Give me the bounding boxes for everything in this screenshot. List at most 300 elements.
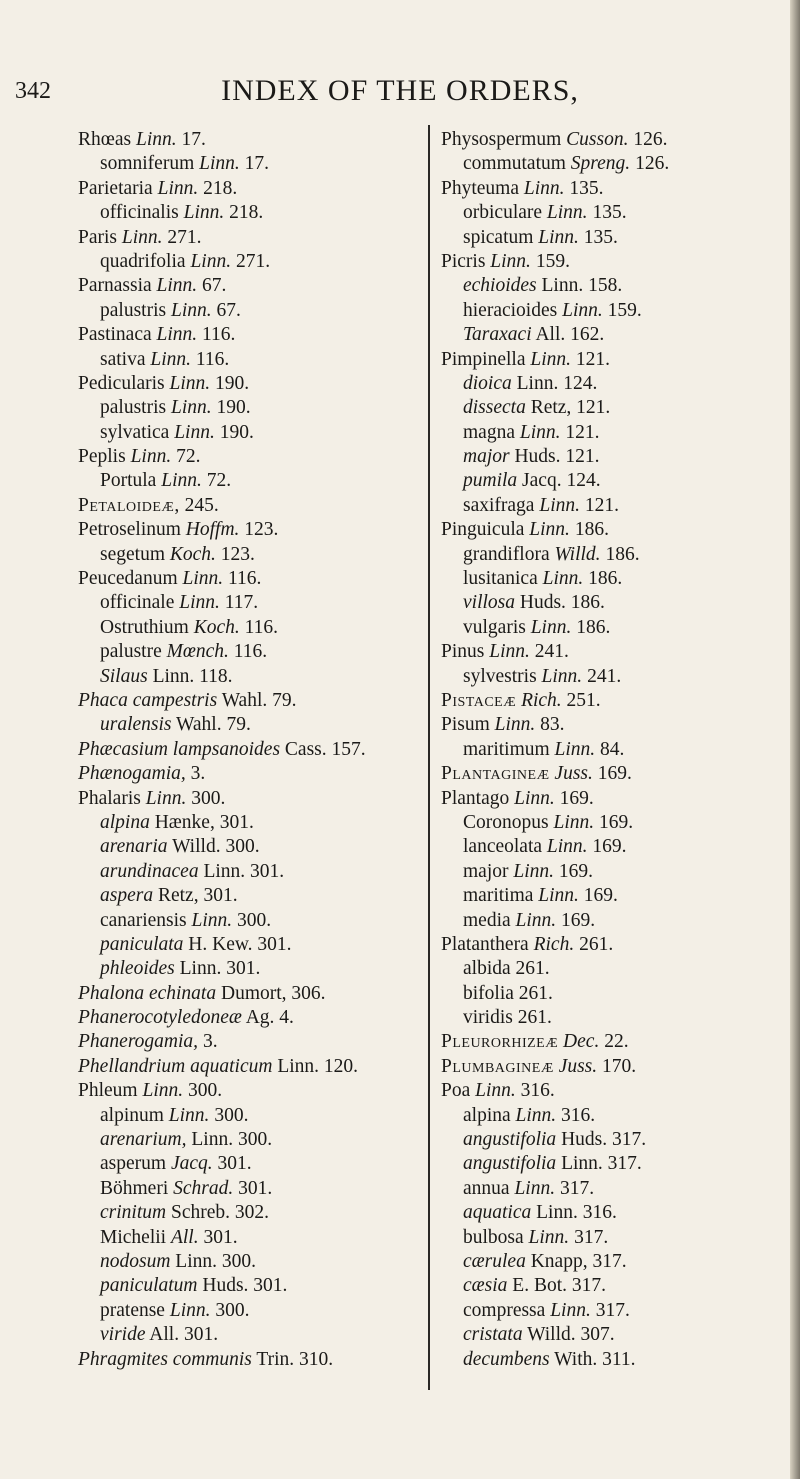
entry-name: bulbosa xyxy=(463,1226,524,1248)
entry-reference: Linn. 300. xyxy=(169,1299,250,1321)
entry-reference: Linn. 169. xyxy=(515,909,596,931)
index-entry xyxy=(441,835,796,859)
index-entry xyxy=(441,982,796,1006)
entry-name: palustre xyxy=(100,641,162,663)
entry-name: Pinus xyxy=(441,641,485,663)
entry-name: grandiflora xyxy=(463,543,550,565)
entry-name: Phragmites communis xyxy=(78,1348,252,1370)
entry-reference: Linn. 121. xyxy=(539,494,619,516)
entry-name: Petroselinum xyxy=(78,519,181,541)
index-entry xyxy=(441,1128,796,1152)
index-entry xyxy=(78,348,423,372)
entry-name: phleoides xyxy=(100,958,175,980)
entry-name: saxifraga xyxy=(463,494,535,516)
entry-name: major xyxy=(463,446,510,468)
index-entry xyxy=(78,909,423,933)
index-entry xyxy=(78,640,423,664)
index-entry xyxy=(78,1030,423,1054)
entry-reference: Linn. 169. xyxy=(538,885,618,907)
index-entry xyxy=(441,348,796,372)
index-entry xyxy=(441,201,796,225)
index-entry xyxy=(78,469,423,493)
entry-name: Rhœas xyxy=(78,129,132,150)
entry-name: alpina xyxy=(100,811,150,833)
entry-name: palustris xyxy=(100,397,167,419)
entry-name: orbiculare xyxy=(463,202,543,224)
index-entry xyxy=(441,1030,796,1054)
index-entry xyxy=(78,372,423,396)
index-entry xyxy=(78,1177,423,1201)
entry-name: Peucedanum xyxy=(78,568,178,590)
entry-reference: H. Kew. 301. xyxy=(188,933,292,955)
entry-name: angustifolia xyxy=(463,1129,557,1151)
entry-name: pumila xyxy=(463,470,518,492)
index-entry xyxy=(441,372,796,396)
entry-reference: Spreng. 126. xyxy=(570,153,670,175)
entry-reference: Linn. 186. xyxy=(529,519,609,541)
index-entry xyxy=(78,762,423,786)
entry-reference: Jacq. 124. xyxy=(522,470,601,492)
index-entry xyxy=(78,1152,423,1176)
entry-name: lusitanica xyxy=(463,568,538,590)
entry-reference: Linn. 67. xyxy=(170,299,241,321)
entry-reference: Linn. 169. xyxy=(553,811,634,833)
entry-reference: Schreb. 302. xyxy=(170,1202,269,1224)
entry-name: palustris xyxy=(100,299,167,321)
entry-reference: 245. xyxy=(184,494,219,516)
index-entry xyxy=(78,957,423,981)
entry-reference: Linn. 190. xyxy=(169,372,250,394)
entry-name: Pimpinella xyxy=(441,348,526,370)
index-entry xyxy=(441,1201,796,1225)
entry-name: canariensis xyxy=(100,909,187,931)
entry-name: Parietaria xyxy=(78,177,153,199)
entry-reference: Trin. 310. xyxy=(256,1348,334,1370)
index-entry xyxy=(441,494,796,518)
index-entry xyxy=(441,860,796,884)
entry-name: Phænogamia, xyxy=(78,763,186,785)
entry-name: alpinum xyxy=(100,1104,164,1126)
entry-reference: All. 301. xyxy=(149,1324,219,1346)
index-entry xyxy=(441,518,796,542)
entry-reference: 3. xyxy=(190,763,206,785)
index-entry xyxy=(441,1274,796,1298)
entry-reference: Linn. 169. xyxy=(514,787,594,809)
entry-name: pratense xyxy=(100,1299,165,1321)
index-entry xyxy=(441,665,796,689)
entry-reference: Wahl. 79. xyxy=(221,689,297,711)
entry-reference: Linn. 271. xyxy=(121,226,202,248)
entry-reference: Linn. 186. xyxy=(530,616,611,638)
index-entry xyxy=(78,811,423,835)
entry-name: cæsia xyxy=(463,1275,508,1297)
entry-name: Pisum xyxy=(441,714,490,736)
entry-reference: Linn. 124. xyxy=(516,372,598,394)
index-entry xyxy=(78,1226,423,1250)
page-number: 342 xyxy=(15,78,51,104)
index-entry xyxy=(78,884,423,908)
entry-reference: Rich. 251. xyxy=(521,689,601,711)
entry-reference: Cass. 157. xyxy=(284,738,366,760)
entry-reference: Linn. 135. xyxy=(538,226,618,248)
entry-reference: Linn. 190. xyxy=(170,397,251,419)
index-entry xyxy=(78,567,423,591)
entry-reference: Linn. 300. xyxy=(175,1250,257,1272)
index-entry xyxy=(441,1152,796,1176)
entry-name: Peplis xyxy=(78,446,126,468)
entry-reference: Juss. 169. xyxy=(554,763,632,785)
entry-reference: Schrad. 301. xyxy=(173,1177,273,1199)
entry-name: paniculatum xyxy=(100,1275,198,1297)
entry-reference: All. 162. xyxy=(535,324,605,346)
index-entry xyxy=(78,713,423,737)
entry-name: cærulea xyxy=(463,1250,526,1272)
entry-name: sylvatica xyxy=(100,421,170,443)
index-entry xyxy=(441,1104,796,1128)
entry-reference: Linn. 118. xyxy=(152,665,233,687)
entry-name: Portula xyxy=(100,470,157,492)
index-entry xyxy=(78,591,423,615)
entry-name: vulgaris xyxy=(463,616,526,638)
entry-reference: Willd. 300. xyxy=(172,836,260,858)
entry-name: Paris xyxy=(78,226,117,248)
entry-reference: Linn. 301. xyxy=(179,958,261,980)
entry-reference: Linn. 317. xyxy=(561,1153,642,1175)
entry-name: segetum xyxy=(100,543,165,565)
entry-reference: Linn. 190. xyxy=(174,421,254,443)
entry-reference: All. 301. xyxy=(170,1226,238,1248)
entry-reference: Linn. 300. xyxy=(142,1080,223,1102)
index-entry xyxy=(78,421,423,445)
page-header xyxy=(0,74,800,114)
index-entry xyxy=(441,1079,796,1103)
entry-name: viride xyxy=(100,1324,146,1346)
entry-reference: Linn. 135. xyxy=(546,202,627,224)
index-entry xyxy=(78,835,423,859)
index-entry xyxy=(441,128,796,152)
index-entry xyxy=(441,274,796,298)
entry-name: albida xyxy=(463,958,511,980)
index-entry xyxy=(78,1104,423,1128)
entry-reference: Linn. 317. xyxy=(514,1177,595,1199)
entry-name: somniferum xyxy=(100,153,195,175)
entry-name: arundinacea xyxy=(100,860,199,882)
entry-reference: Hænke, 301. xyxy=(154,811,254,833)
entry-reference: E. Bot. 317. xyxy=(512,1275,607,1297)
entry-name: Pedicularis xyxy=(78,372,165,394)
index-entry xyxy=(78,1079,423,1103)
index-entry xyxy=(441,543,796,567)
entry-name: Plumbagineæ xyxy=(441,1055,554,1077)
index-entry xyxy=(78,1006,423,1030)
entry-reference: Linn. 116. xyxy=(156,324,236,346)
entry-reference: Linn. 300. xyxy=(191,909,272,931)
index-entry xyxy=(78,128,423,152)
index-entry xyxy=(441,177,796,201)
index-entry xyxy=(441,1006,796,1030)
index-entry xyxy=(78,1323,423,1347)
entry-name: maritimum xyxy=(463,738,550,760)
entry-reference: Linn. 317. xyxy=(528,1226,609,1248)
entry-reference: Linn. 159. xyxy=(490,250,570,272)
index-entry xyxy=(441,299,796,323)
entry-name: aquatica xyxy=(463,1202,532,1224)
index-entry xyxy=(78,445,423,469)
entry-name: Phleum xyxy=(78,1080,138,1102)
index-entry xyxy=(441,616,796,640)
entry-name: spicatum xyxy=(463,226,534,248)
entry-reference: Linn. 316. xyxy=(536,1202,617,1224)
entry-name: Platanthera xyxy=(441,933,529,955)
entry-reference: Jacq. 301. xyxy=(170,1153,252,1175)
entry-reference: Willd. 186. xyxy=(554,543,640,565)
entry-reference: Linn. 300. xyxy=(145,787,226,809)
entry-name: uralensis xyxy=(100,714,172,736)
entry-reference: Linn. 17. xyxy=(135,129,206,150)
index-column-right xyxy=(441,128,796,1372)
index-entry xyxy=(441,421,796,445)
index-entry xyxy=(78,738,423,762)
index-entry xyxy=(78,1250,423,1274)
index-entry xyxy=(441,591,796,615)
entry-name: cristata xyxy=(463,1324,523,1346)
entry-reference: Linn. 169. xyxy=(513,860,593,882)
index-entry xyxy=(78,226,423,250)
index-entry xyxy=(78,860,423,884)
entry-name: Phanerogamia, xyxy=(78,1031,199,1053)
index-entry xyxy=(441,152,796,176)
entry-reference: Retz, 301. xyxy=(157,885,238,907)
index-entry xyxy=(78,1128,423,1152)
entry-reference: Linn. 301. xyxy=(203,860,285,882)
entry-name: dissecta xyxy=(463,397,526,419)
entry-reference: Linn. 271. xyxy=(190,250,271,272)
entry-name: sylvestris xyxy=(463,665,537,687)
index-entry xyxy=(78,323,423,347)
entry-reference: Knapp, 317. xyxy=(530,1250,627,1272)
entry-reference: Linn. 116. xyxy=(182,568,262,590)
entry-reference: Linn. 135. xyxy=(523,177,604,199)
entry-reference: Mœnch. 116. xyxy=(166,641,268,663)
index-entry xyxy=(78,274,423,298)
entry-name: Parnassia xyxy=(78,275,152,297)
entry-reference: Linn. 316. xyxy=(515,1104,596,1126)
entry-name: asperum xyxy=(100,1153,167,1175)
entry-name: Phellandrium aquaticum xyxy=(78,1055,273,1077)
index-entry xyxy=(78,982,423,1006)
entry-reference: Linn. 67. xyxy=(156,275,227,297)
entry-name: bifolia xyxy=(463,982,514,1004)
entry-name: hieracioides xyxy=(463,299,558,321)
entry-reference: Linn. 84. xyxy=(554,738,625,760)
entry-name: lanceolata xyxy=(463,836,543,858)
entry-reference: Linn. 169. xyxy=(546,836,627,858)
index-entry xyxy=(441,1348,796,1372)
index-entry xyxy=(78,152,423,176)
index-entry xyxy=(441,811,796,835)
entry-name: Phæcasium lampsanoides xyxy=(78,738,281,760)
entry-reference: Linn. 218. xyxy=(157,177,238,199)
entry-name: Poa xyxy=(441,1080,471,1102)
entry-reference: Huds. 186. xyxy=(519,592,605,614)
entry-reference: Linn. 300. xyxy=(191,1129,273,1151)
entry-name: Silaus xyxy=(100,665,148,687)
index-entry xyxy=(441,957,796,981)
index-entry xyxy=(441,884,796,908)
index-entry xyxy=(78,250,423,274)
entry-reference: Linn. 17. xyxy=(199,153,269,175)
index-entry xyxy=(441,1299,796,1323)
entry-name: crinitum xyxy=(100,1202,167,1224)
index-entry xyxy=(441,1226,796,1250)
entry-reference: Retz, 121. xyxy=(530,397,611,419)
entry-reference: With. 311. xyxy=(554,1348,636,1370)
entry-name: decumbens xyxy=(463,1348,550,1370)
entry-name: nodosum xyxy=(100,1250,171,1272)
entry-name: Phyteuma xyxy=(441,177,519,199)
index-entry xyxy=(441,1055,796,1079)
entry-reference: Koch. 123. xyxy=(169,543,255,565)
index-entry xyxy=(78,1274,423,1298)
entry-name: Pastinaca xyxy=(78,324,152,346)
index-entry xyxy=(441,640,796,664)
entry-name: viridis xyxy=(463,1007,513,1029)
index-entry xyxy=(441,787,796,811)
entry-name: Pleurorhizeæ xyxy=(441,1031,559,1053)
entry-reference: Huds. 121. xyxy=(514,446,600,468)
column-divider xyxy=(428,125,430,1390)
entry-name: Picris xyxy=(441,250,486,272)
index-entry xyxy=(441,933,796,957)
entry-name: magna xyxy=(463,421,515,443)
entry-reference: Linn. 117. xyxy=(179,592,259,614)
index-entry xyxy=(78,1201,423,1225)
entry-reference: Dec. 22. xyxy=(563,1031,629,1053)
index-entry xyxy=(441,226,796,250)
entry-reference: Ag. 4. xyxy=(245,1007,294,1029)
index-entry xyxy=(441,250,796,274)
entry-reference: Rich. 261. xyxy=(533,933,614,955)
index-entry xyxy=(441,567,796,591)
entry-reference: Linn. 121. xyxy=(519,421,600,443)
entry-name: angustifolia xyxy=(463,1153,557,1175)
entry-reference: Linn. 83. xyxy=(494,714,565,736)
entry-reference: 261. xyxy=(515,958,550,980)
entry-name: Phaca campestris xyxy=(78,689,218,711)
index-entry xyxy=(441,323,796,347)
entry-name: Physospermum xyxy=(441,129,562,150)
entry-reference: Juss. 170. xyxy=(558,1055,637,1077)
entry-name: Pinguicula xyxy=(441,519,525,541)
index-entry xyxy=(78,1299,423,1323)
index-entry xyxy=(78,299,423,323)
index-entry xyxy=(441,689,796,713)
entry-reference: Koch. 116. xyxy=(193,616,279,638)
entry-name: officinalis xyxy=(100,202,179,224)
index-entry xyxy=(78,494,423,518)
index-entry xyxy=(78,518,423,542)
entry-name: echioides xyxy=(463,275,537,297)
entry-name: dioica xyxy=(463,372,512,394)
index-entry xyxy=(78,1348,423,1372)
entry-reference: Linn. 72. xyxy=(161,470,232,492)
entry-reference: Linn. 317. xyxy=(550,1299,630,1321)
entry-name: Coronopus xyxy=(463,811,549,833)
entry-reference: Hoffm. 123. xyxy=(185,519,279,541)
index-entry xyxy=(78,201,423,225)
entry-reference: Cusson. 126. xyxy=(566,129,668,150)
entry-reference: 3. xyxy=(202,1031,218,1053)
index-entry xyxy=(78,177,423,201)
entry-reference: Linn. 72. xyxy=(130,446,201,468)
index-entry xyxy=(441,1177,796,1201)
entry-name: Phalona echinata xyxy=(78,982,217,1004)
index-entry xyxy=(78,665,423,689)
entry-name: Taraxaci xyxy=(463,324,532,346)
entry-reference: 261. xyxy=(518,982,553,1004)
index-entry xyxy=(441,445,796,469)
entry-name: Phanerocotyledoneæ xyxy=(78,1007,242,1029)
entry-name: arenarium, xyxy=(100,1129,187,1151)
entry-name: Plantago xyxy=(441,787,510,809)
entry-name: Phalaris xyxy=(78,787,141,809)
entry-name: compressa xyxy=(463,1299,546,1321)
entry-reference: Linn. 241. xyxy=(541,665,622,687)
entry-name: quadrifolia xyxy=(100,250,186,272)
entry-reference: Linn. 159. xyxy=(562,299,642,321)
entry-name: Ostruthium xyxy=(100,616,189,638)
index-entry xyxy=(78,689,423,713)
index-entry xyxy=(441,762,796,786)
entry-reference: 261. xyxy=(517,1007,552,1029)
entry-reference: Huds. 301. xyxy=(202,1275,288,1297)
index-entry xyxy=(441,909,796,933)
entry-name: arenaria xyxy=(100,836,168,858)
page-edge-shadow xyxy=(790,0,800,1479)
entry-name: officinale xyxy=(100,592,175,614)
entry-reference: Linn. 158. xyxy=(541,275,623,297)
index-entry xyxy=(78,787,423,811)
entry-name: Böhmeri xyxy=(100,1177,169,1199)
running-title: INDEX OF THE ORDERS, xyxy=(221,74,579,107)
entry-name: Plantagineæ xyxy=(441,763,550,785)
index-entry xyxy=(78,396,423,420)
entry-name: Pistaceæ xyxy=(441,689,517,711)
entry-reference: Linn. 120. xyxy=(277,1055,359,1077)
index-entry xyxy=(441,738,796,762)
entry-reference: Linn. 186. xyxy=(542,568,623,590)
entry-name: paniculata xyxy=(100,933,184,955)
entry-reference: Dumort, 306. xyxy=(220,982,326,1004)
index-entry xyxy=(78,1055,423,1079)
entry-reference: Willd. 307. xyxy=(527,1324,615,1346)
index-column-left xyxy=(78,128,423,1372)
entry-reference: Wahl. 79. xyxy=(176,714,251,736)
entry-name: sativa xyxy=(100,348,146,370)
index-entry xyxy=(441,469,796,493)
entry-reference: Linn. 121. xyxy=(530,348,611,370)
index-entry xyxy=(441,1250,796,1274)
entry-reference: Linn. 316. xyxy=(475,1080,555,1102)
entry-reference: Linn. 116. xyxy=(150,348,230,370)
index-entry xyxy=(78,933,423,957)
entry-name: commutatum xyxy=(463,153,566,175)
index-entry xyxy=(441,396,796,420)
entry-name: major xyxy=(463,860,509,882)
entry-name: villosa xyxy=(463,592,515,614)
index-entry xyxy=(441,1323,796,1347)
entry-name: media xyxy=(463,909,511,931)
